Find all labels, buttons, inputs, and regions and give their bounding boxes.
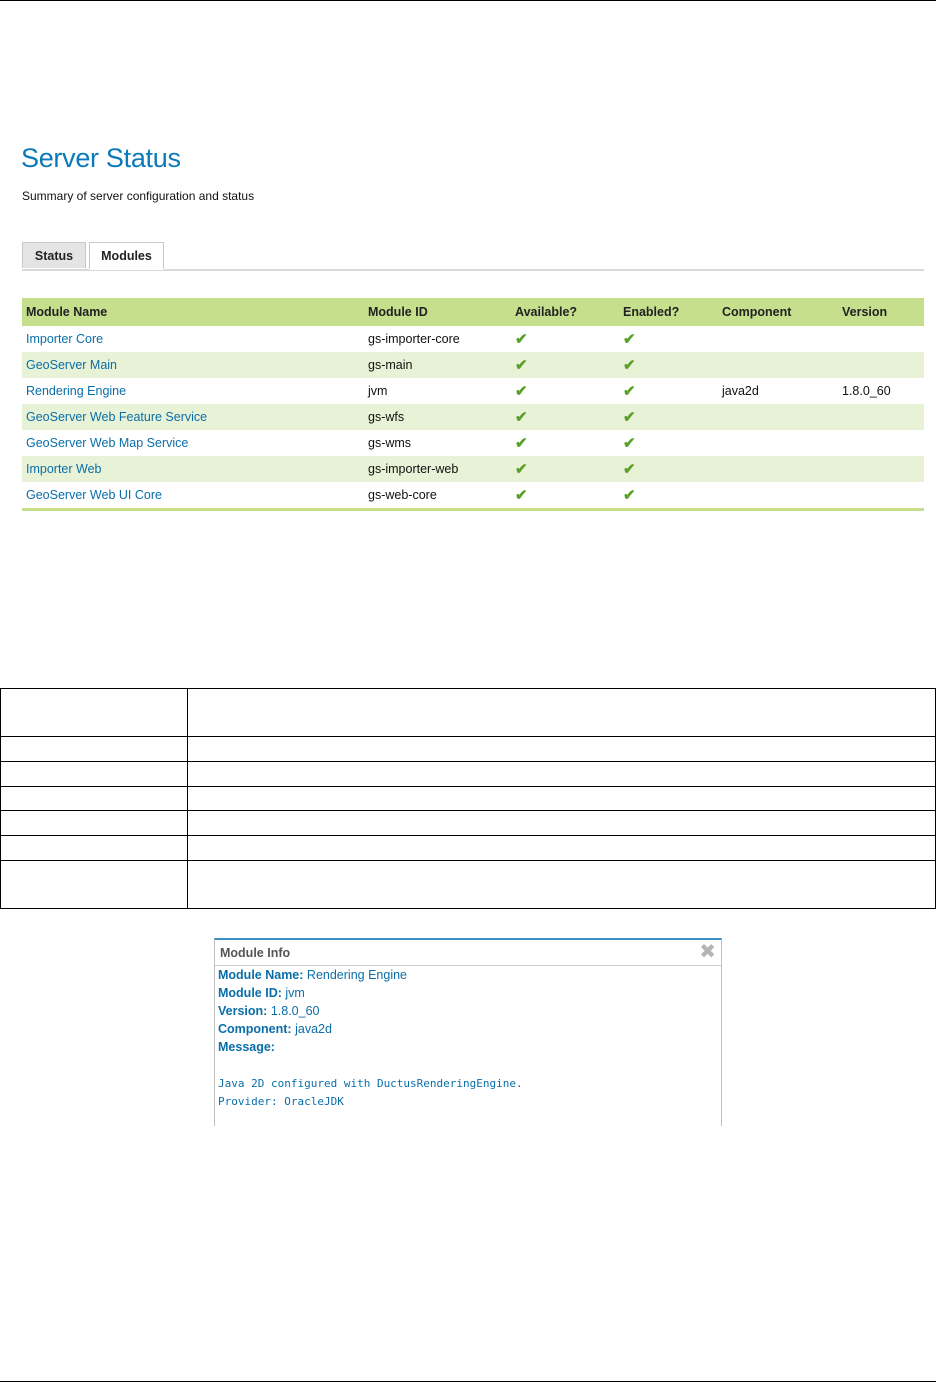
- message-line: Provider: OracleJDK: [218, 1095, 344, 1108]
- table-row: [22, 482, 924, 510]
- module-name-field: [218, 968, 407, 982]
- dialog-header: [215, 940, 721, 966]
- tab-modules[interactable]: Modules: [89, 242, 164, 270]
- message-label: Message:: [218, 1040, 275, 1054]
- module-id-cell: gs-importer-core: [368, 332, 460, 346]
- table-row: [22, 352, 924, 378]
- table-row: [22, 378, 924, 404]
- module-name-link[interactable]: GeoServer Web UI Core: [22, 482, 364, 510]
- module-id-field: [218, 986, 305, 1000]
- table-row-divider: [1, 736, 935, 737]
- version-label: Version:: [218, 1004, 268, 1018]
- enabled-check-icon: ✔: [623, 461, 636, 478]
- version-value: 1.8.0_60: [270, 1004, 320, 1018]
- available-check-icon: ✔: [515, 383, 528, 400]
- enabled-check-icon: ✔: [623, 383, 636, 400]
- version-cell: [838, 430, 924, 456]
- component-cell: [718, 404, 838, 430]
- component-cell: [718, 456, 838, 482]
- module-name-link[interactable]: Importer Web: [22, 456, 364, 482]
- module-name-link[interactable]: GeoServer Main: [22, 352, 364, 378]
- version-field: [218, 1004, 319, 1018]
- component-cell: [718, 482, 838, 510]
- available-check-icon: ✔: [515, 435, 528, 452]
- column-header-version[interactable]: Version: [838, 298, 924, 326]
- page-title: Server Status: [21, 143, 181, 173]
- module-name-link[interactable]: GeoServer Web Map Service: [26, 436, 189, 450]
- available-check-icon: ✔: [515, 487, 528, 504]
- version-cell: 1.8.0_60: [842, 384, 891, 398]
- message-line: Java 2D configured with DuctusRenderingEngine.: [218, 1077, 523, 1090]
- component-value: java2d: [295, 1022, 332, 1036]
- component-field: [218, 1022, 332, 1036]
- table-row: [22, 456, 924, 482]
- enabled-check-icon: ✔: [623, 435, 636, 452]
- component-label: Component:: [218, 1022, 292, 1036]
- module-name-label: Module Name:: [218, 968, 304, 982]
- table-row-divider: [1, 835, 935, 836]
- module-id-cell: gs-web-core: [364, 482, 511, 510]
- message-field: [218, 1040, 275, 1054]
- dialog-title: Module Info: [220, 946, 291, 960]
- enabled-check-icon: ✔: [623, 487, 636, 504]
- table-row-divider: [1, 761, 935, 762]
- tab-status[interactable]: Status: [22, 242, 86, 268]
- available-check-icon: ✔: [515, 331, 528, 348]
- column-header-enabled[interactable]: Enabled?: [619, 298, 718, 326]
- module-name-link[interactable]: Rendering Engine: [26, 384, 127, 398]
- table-row: [22, 326, 924, 352]
- component-cell: [718, 430, 838, 456]
- version-cell: [838, 482, 924, 510]
- module-id-cell: gs-wfs: [364, 404, 511, 430]
- table-row-divider: [1, 860, 935, 861]
- table-row-divider: [1, 786, 935, 787]
- module-name-value: Rendering Engine: [306, 968, 407, 982]
- component-cell: [718, 352, 838, 378]
- component-cell: [718, 326, 838, 352]
- version-cell: [838, 326, 924, 352]
- component-cell: java2d: [722, 384, 759, 398]
- module-name-link[interactable]: Importer Core: [26, 332, 104, 346]
- available-check-icon: ✔: [515, 357, 528, 374]
- tab-bar: [22, 242, 924, 271]
- version-cell: [838, 404, 924, 430]
- column-header-module-id[interactable]: Module ID: [364, 298, 511, 326]
- modules-table: [22, 298, 924, 511]
- module-id-label: Module ID:: [218, 986, 282, 1000]
- empty-bordered-table: [0, 688, 936, 909]
- column-header-module-name[interactable]: Module Name: [22, 298, 364, 326]
- table-row: [22, 430, 924, 456]
- enabled-check-icon: ✔: [623, 357, 636, 374]
- table-row-divider: [1, 810, 935, 811]
- available-check-icon: ✔: [515, 461, 528, 478]
- enabled-check-icon: ✔: [623, 409, 636, 426]
- version-cell: [838, 352, 924, 378]
- available-check-icon: ✔: [515, 409, 528, 426]
- module-id-cell: gs-main: [364, 352, 511, 378]
- module-id-cell: gs-wms: [368, 436, 412, 450]
- table-column-divider: [187, 689, 188, 908]
- module-info-dialog: [214, 938, 722, 1126]
- module-id-cell: gs-importer-web: [364, 456, 511, 482]
- enabled-check-icon: ✔: [623, 331, 636, 348]
- version-cell: [838, 456, 924, 482]
- module-id-cell: jvm: [368, 384, 388, 398]
- column-header-available[interactable]: Available?: [511, 298, 619, 326]
- module-name-link[interactable]: GeoServer Web Feature Service: [22, 404, 364, 430]
- module-id-value: jvm: [285, 986, 305, 1000]
- column-header-component[interactable]: Component: [718, 298, 838, 326]
- table-header-row: [22, 298, 924, 326]
- top-rule: [0, 0, 936, 1]
- page-subtitle: Summary of server configuration and status: [22, 189, 255, 203]
- table-row: [22, 404, 924, 430]
- close-icon[interactable]: ✖: [699, 941, 716, 963]
